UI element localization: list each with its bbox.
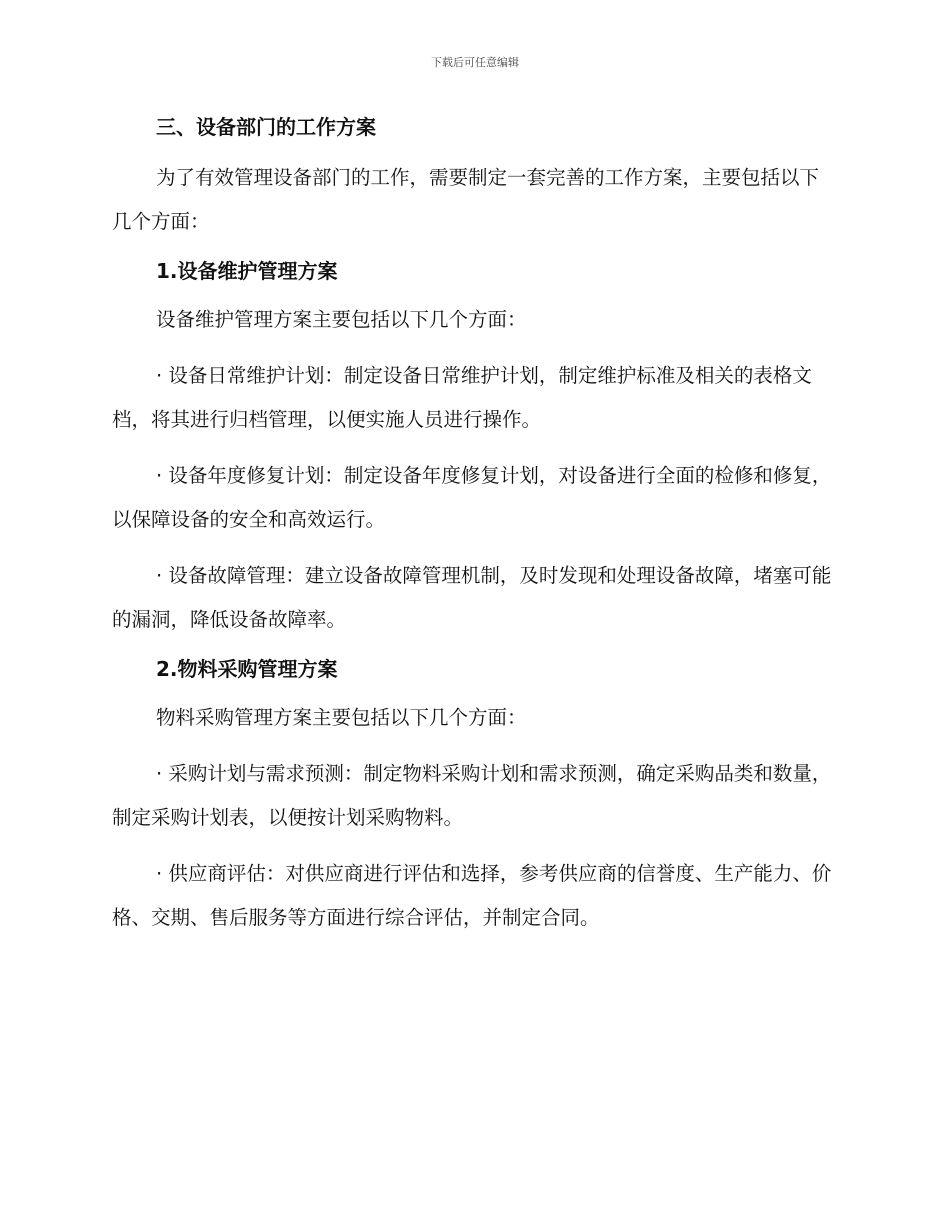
bullet-item: · 设备日常维护计划：制定设备日常维护计划，制定维护标准及相关的表格文档，将其进行归档管理，以便实施人员进行操作。 — [112, 364, 812, 431]
intro-paragraph: 为了有效管理设备部门的工作，需要制定一套完善的工作方案，主要包括以下几个方面： — [112, 166, 820, 233]
header-note: 下载后可任意编辑 — [431, 56, 519, 69]
bullet-item: · 设备故障管理：建立设备故障管理机制，及时发现和处理设备故障，堵塞可能的漏洞，降低设备故障率。 — [112, 564, 832, 631]
subsection-lead-2: 物料采购管理方案主要包括以下几个方面： — [156, 706, 527, 729]
document-body — [112, 112, 832, 940]
section-title: 三、设备部门的工作方案 — [156, 115, 376, 139]
bullet-item: · 供应商评估：对供应商进行评估和选择，参考供应商的信誉度、生产能力、价格、交期、售后服务等方面进行综合评估，并制定合同。 — [112, 862, 832, 929]
subsection-lead-1: 设备维护管理方案主要包括以下几个方面： — [156, 308, 527, 331]
bullet-item: · 设备年度修复计划：制定设备年度修复计划，对设备进行全面的检修和修复，以保障设备的安全和高效运行。 — [112, 464, 832, 531]
subsection-title-2: 2.物料采购管理方案 — [156, 657, 338, 681]
subsection-title-1: 1.设备维护管理方案 — [156, 259, 338, 283]
bullet-item: · 采购计划与需求预测：制定物料采购计划和需求预测，确定采购品类和数量，制定采购计划表，以便按计划采购物料。 — [112, 762, 832, 829]
